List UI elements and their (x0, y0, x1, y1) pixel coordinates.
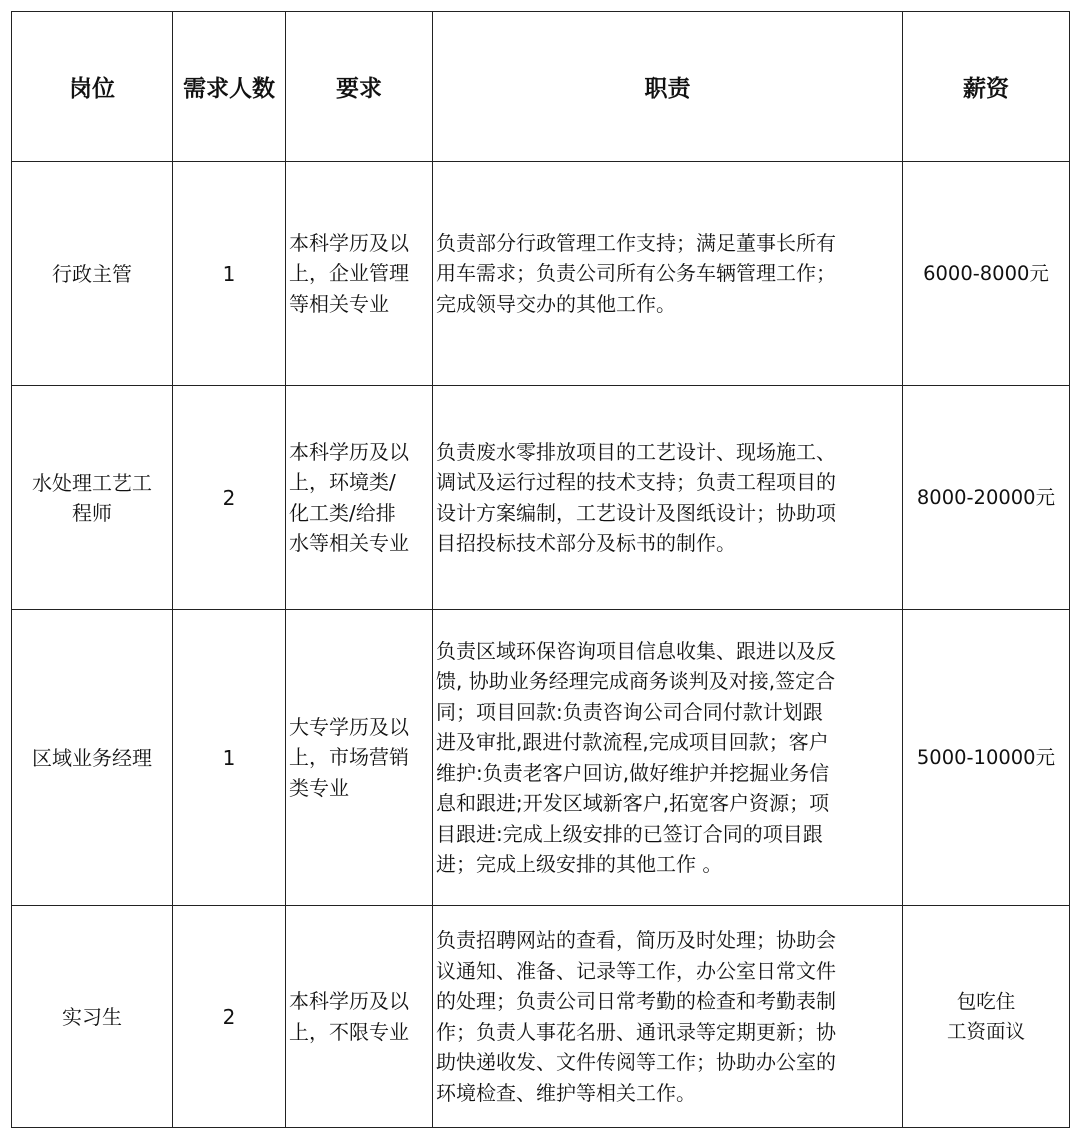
cell-count: 2 (173, 906, 286, 1128)
table-header-row (12, 12, 1070, 162)
text-line: 区域业务经理 (32, 745, 152, 770)
cell-salary (903, 386, 1070, 610)
text-line: 的处理；负责公司日常考勤的检查和考勤表制 (436, 989, 836, 1013)
cell-duties (433, 162, 903, 386)
text-line: 议通知、准备、记录等工作，办公室日常文件 (436, 958, 836, 983)
text-line: 同；项目回款:负责咨询公司合同付款计划跟 (436, 699, 823, 724)
text-line: 负责招聘网站的查看，简历及时处理；协助会 (436, 928, 836, 952)
text-line: 程师 (72, 500, 112, 525)
text-line: 上，环境类/ (289, 470, 396, 494)
text-line: 5000-10000元 (916, 745, 1056, 769)
text-line: 助快递收发、文件传阅等工作；协助办公室的 (436, 1050, 836, 1074)
text-line: 目招投标技术部分及标书的制作。 (436, 531, 736, 555)
cell-count: 1 (173, 610, 286, 906)
text-line: 目跟进:完成上级安排的已签订合同的项目跟 (436, 821, 823, 846)
text-line: 用车需求；负责公司所有公务车辆管理工作； (436, 261, 836, 286)
text-line: 设计方案编制，工艺设计及图纸设计；协助项 (436, 500, 836, 525)
text-line: 进及审批,跟进付款流程,完成项目回款；客户 (436, 730, 829, 754)
cell-duties (433, 386, 903, 610)
cell-requirements (286, 386, 433, 610)
cell-duties (433, 906, 903, 1128)
header-duties: 职责 (433, 12, 903, 162)
text-line: 调试及运行过程的技术支持；负责工程项目的 (436, 470, 836, 494)
header-salary: 薪资 (903, 12, 1070, 162)
cell-position (12, 386, 173, 610)
cell-salary (903, 162, 1070, 386)
text-line: 负责区域环保咨询项目信息收集、跟进以及反 (436, 638, 836, 663)
table-row (12, 162, 1070, 386)
table-row (12, 610, 1070, 906)
table-row (12, 906, 1070, 1128)
header-position: 岗位 (12, 12, 173, 162)
text-line: 上，不限专业 (289, 1019, 409, 1044)
cell-duties (433, 610, 903, 906)
text-line: 息和跟进;开发区域新客户,拓宽客户资源；项 (436, 791, 830, 815)
text-line: 馈, 协助业务经理完成商务谈判及对接,签定合 (436, 669, 836, 693)
text-line: 维护:负责老客户回访,做好维护并挖掘业务信 (436, 760, 830, 785)
text-line: 负责部分行政管理工作支持；满足董事长所有 (436, 230, 836, 255)
text-line: 完成领导交办的其他工作。 (436, 291, 676, 316)
text-line: 化工类/给排 (289, 500, 396, 525)
text-line: 本科学历及以 (289, 230, 409, 255)
text-line: 包吃住 (956, 989, 1016, 1013)
text-line: 环境检查、维护等相关工作。 (436, 1080, 696, 1105)
text-line: 工资面议 (946, 1019, 1025, 1043)
cell-requirements (286, 162, 433, 386)
cell-position (12, 610, 173, 906)
table-row (12, 386, 1070, 610)
text-line: 上，企业管理 (289, 261, 409, 286)
cell-count: 2 (173, 386, 286, 610)
cell-count: 1 (173, 162, 286, 386)
text-line: 等相关专业 (289, 291, 389, 316)
text-line: 大专学历及以 (289, 714, 409, 739)
cell-position (12, 906, 173, 1128)
text-line: 实习生 (62, 1004, 122, 1029)
header-requirements: 要求 (286, 12, 433, 162)
text-line: 本科学历及以 (289, 989, 409, 1013)
cell-requirements (286, 610, 433, 906)
text-line: 水处理工艺工 (32, 470, 152, 495)
text-line: 8000-20000元 (916, 485, 1056, 509)
cell-requirements (286, 906, 433, 1128)
cell-salary (903, 610, 1070, 906)
text-line: 类专业 (289, 775, 349, 800)
cell-salary (903, 906, 1070, 1128)
text-line: 6000-8000元 (923, 261, 1049, 285)
header-count: 需求人数 (173, 12, 286, 162)
text-line: 上，市场营销 (289, 745, 409, 770)
text-line: 作；负责人事花名册、通讯录等定期更新；协 (436, 1019, 836, 1044)
text-line: 行政主管 (52, 261, 132, 286)
text-line: 进；完成上级安排的其他工作 。 (436, 852, 723, 876)
cell-position (12, 162, 173, 386)
text-line: 本科学历及以 (289, 439, 409, 464)
text-line: 负责废水零排放项目的工艺设计、现场施工、 (436, 439, 836, 464)
text-line: 水等相关专业 (289, 531, 409, 555)
recruitment-table (11, 11, 1070, 1128)
